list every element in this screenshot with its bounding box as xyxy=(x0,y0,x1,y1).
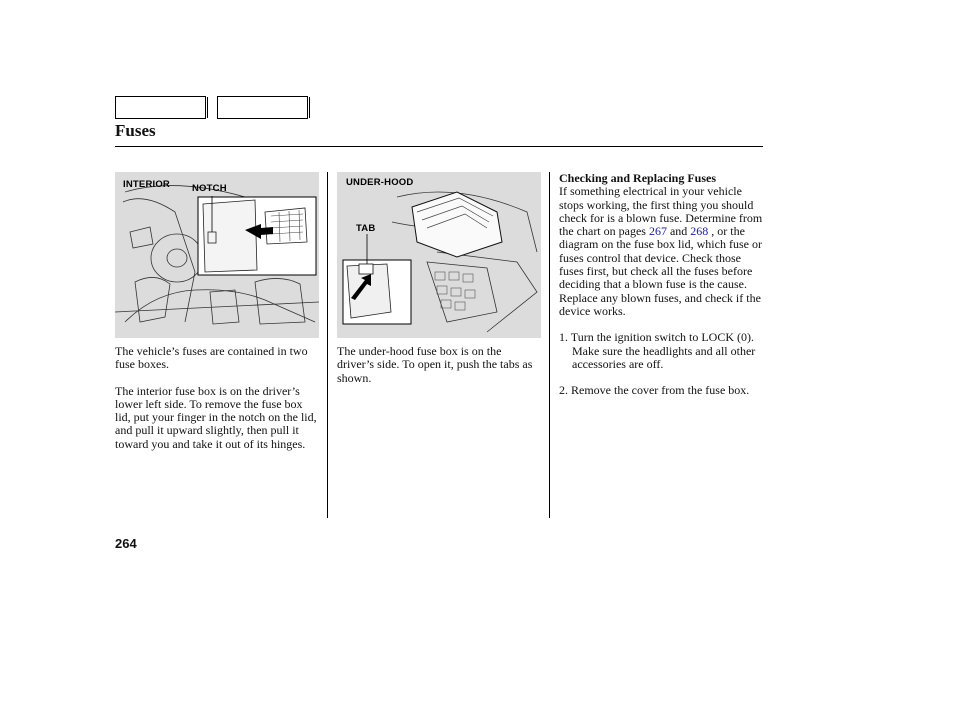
col2-paragraph-1: The under-hood fuse box is on the driver’s side. To open it, push the tabs as shown. xyxy=(337,344,533,385)
label-underhood: UNDER-HOOD xyxy=(346,177,414,188)
col1-paragraph-2: The interior fuse box is on the driver’s lower left side. To remove the fuse box lid, put your finger in the notch on the lid, and pull it upward slightly, then pull it toward you and take it out of its hinges. xyxy=(115,383,317,451)
intro-and: and xyxy=(669,224,688,239)
column-2-text xyxy=(337,345,541,385)
page-number: 264 xyxy=(115,536,137,551)
label-tab: TAB xyxy=(356,223,376,234)
label-interior: INTERIOR xyxy=(123,179,170,190)
section-heading: Checking and Replacing Fuses xyxy=(559,171,717,185)
intro-text-a: If something electrical in your vehicle stops working, the first thing you should check for is a blown fuse. Determine from the chart on pages xyxy=(559,184,763,239)
interior-dashboard-illustration xyxy=(115,172,319,338)
column-1-text xyxy=(115,345,317,451)
col3-intro xyxy=(559,185,763,318)
column-divider-2 xyxy=(549,172,550,518)
column-3-text xyxy=(559,172,763,397)
underhood-fusebox-illustration xyxy=(337,172,541,338)
nav-tab-2[interactable] xyxy=(217,96,308,119)
step-2: 2. Remove the cover from the fuse box. xyxy=(559,383,750,398)
page-title: Fuses xyxy=(115,121,156,140)
interior-fuse-figure xyxy=(115,172,319,338)
nav-tab-1[interactable] xyxy=(115,96,206,119)
intro-text-b: , or the diagram on the fuse box lid, which fuse or fuses control that device. Check those fuses first, but check all the fuses before deciding that a blown fuse is the cause. Replace any blown fuses, and check if the device works. xyxy=(559,224,762,318)
underhood-fuse-figure xyxy=(337,172,541,338)
step-1: 1. Turn the ignition switch to LOCK (0). Make sure the headlights and all other accessories are off. xyxy=(559,330,756,371)
title-rule xyxy=(115,146,763,147)
column-divider-1 xyxy=(327,172,328,518)
label-notch: NOTCH xyxy=(192,183,227,194)
col1-paragraph-1: The vehicle’s fuses are contained in two fuse boxes. xyxy=(115,344,308,372)
page-link-267[interactable]: 267 xyxy=(648,224,667,239)
page-link-268[interactable]: 268 xyxy=(690,224,709,239)
